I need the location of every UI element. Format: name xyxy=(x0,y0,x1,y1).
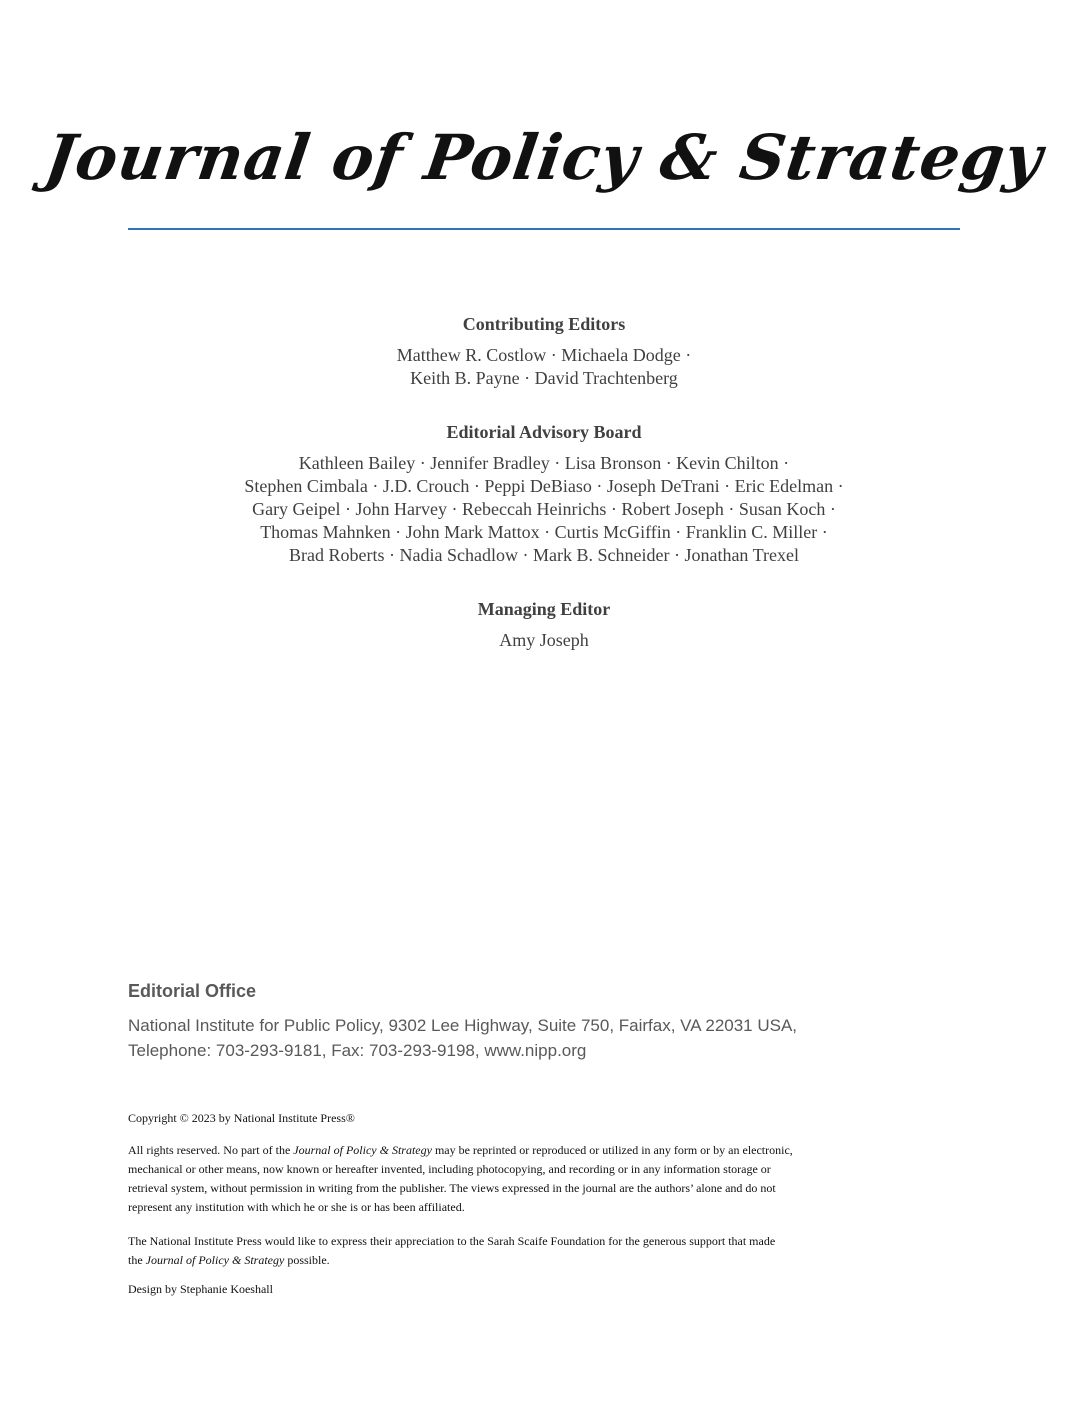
managing-editor-section xyxy=(0,597,1088,652)
office-contact-line: Telephone: 703-293-9181, Fax: 703-293-9198, www.nipp.org xyxy=(128,1041,587,1060)
managing-editor-heading: Managing Editor xyxy=(477,599,611,619)
rights-line xyxy=(128,1141,968,1160)
rights-line: mechanical or other means, now known or hereafter invented, including photocopying, and recording or in any information storage or xyxy=(128,1162,771,1176)
names-line: Thomas Mahnken · John Mark Mattox · Curtis McGiffin · Franklin C. Miller · xyxy=(260,522,828,542)
names-line: Kathleen Bailey · Jennifer Bradley · Lisa Bronson · Kevin Chilton · xyxy=(298,453,790,473)
rights-suffix: may be reprinted or reproduced or utilized in any form or by an electronic, xyxy=(431,1143,793,1157)
rights-prefix: All rights reserved. No part of the xyxy=(128,1143,294,1157)
design-credit xyxy=(128,1280,968,1299)
design-credit-text: Design by Stephanie Koeshall xyxy=(128,1282,273,1296)
journal-masthead: Journal of Policy & Strategy xyxy=(40,121,1048,194)
appreciation-suffix: possible. xyxy=(284,1253,330,1267)
appreciation-statement xyxy=(128,1232,968,1270)
rights-line: retrieval system, without permission in writing from the publisher. The views expressed in the journal are the authors’ alone and do not xyxy=(128,1181,776,1195)
advisory-board-names xyxy=(0,452,1088,567)
names-line: Brad Roberts · Nadia Schadlow · Mark B. Schneider · Jonathan Trexel xyxy=(289,545,799,565)
rights-line: represent any institution with which he or she is or has been affiliated. xyxy=(128,1200,465,1214)
header-divider xyxy=(128,228,960,230)
editorial-office-section xyxy=(128,979,978,1063)
managing-editor-name: Amy Joseph xyxy=(499,630,589,650)
names-line: Gary Geipel · John Harvey · Rebeccah Heinrichs · Robert Joseph · Susan Koch · xyxy=(252,499,836,519)
office-address-line: National Institute for Public Policy, 9302 Lee Highway, Suite 750, Fairfax, VA 22031 USA, xyxy=(128,1016,798,1035)
copyright-text: Copyright © 2023 by National Institute Press® xyxy=(128,1111,355,1125)
journal-name: Journal of Policy & Strategy xyxy=(293,1143,432,1157)
journal-name: Journal of Policy & Strategy xyxy=(145,1253,285,1267)
names-line: Stephen Cimbala · J.D. Crouch · Peppi DeBiaso · Joseph DeTrani · Eric Edelman · xyxy=(244,476,844,496)
appreciation-line xyxy=(128,1251,968,1270)
names-line: Matthew R. Costlow · Michaela Dodge · xyxy=(396,345,692,365)
appreciation-prefix: the xyxy=(128,1253,146,1267)
appreciation-line: The National Institute Press would like to express their appreciation to the Sarah Scaife Foundation for the generous support that made xyxy=(128,1234,776,1248)
contributing-editors-names xyxy=(0,344,1088,390)
contributing-editors-section xyxy=(0,312,1088,390)
names-line: Keith B. Payne · David Trachtenberg xyxy=(410,368,678,388)
editorial-office-heading: Editorial Office xyxy=(128,981,257,1001)
advisory-board-heading: Editorial Advisory Board xyxy=(446,422,642,442)
contributing-editors-heading: Contributing Editors xyxy=(462,314,626,334)
advisory-board-section xyxy=(0,420,1088,567)
copyright-notice xyxy=(128,1109,968,1128)
rights-statement xyxy=(128,1141,968,1217)
